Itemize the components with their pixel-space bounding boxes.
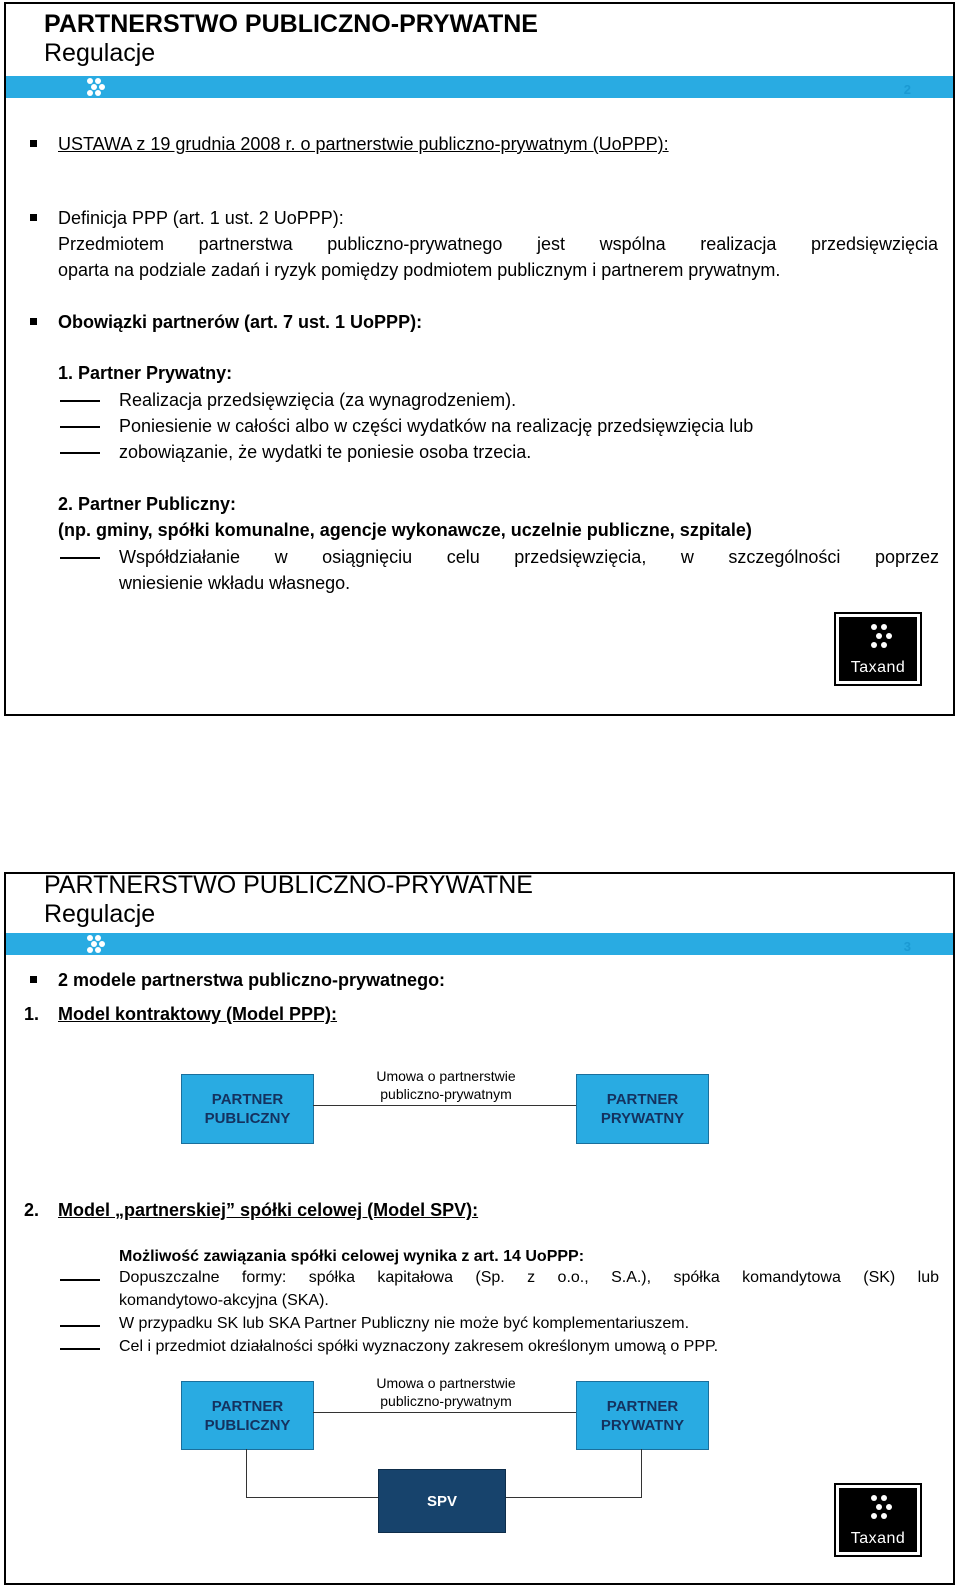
header-band <box>6 933 953 955</box>
connector-line <box>641 1449 642 1497</box>
page-number: 2 <box>903 82 911 97</box>
public-item-line-1: Współdziałanie w osiągnięciu celu przedsięwzięcia, w szczególności poprzez <box>119 547 939 567</box>
dash-icon <box>60 400 100 402</box>
contract-label <box>346 1067 546 1103</box>
model2-number: 2. <box>24 1200 40 1220</box>
spv-item: W przypadku SK lub SKA Partner Publiczny nie może być komplementariuszem. <box>119 1315 690 1332</box>
box-line: SPV <box>426 1492 457 1510</box>
taxand-logo <box>834 1483 922 1557</box>
box-line: PARTNER PRYWATNY <box>600 1397 685 1434</box>
partner-public-box <box>181 1381 314 1450</box>
law-item: USTAWA z 19 grudnia 2008 r. o partnerstwie publiczno-prywatnym (UoPPP): <box>58 134 669 154</box>
private-item: Realizacja przedsięwzięcia (za wynagrodzeniem). <box>119 390 517 410</box>
slide-2 <box>4 872 955 1585</box>
public-examples: (np. gminy, spółki komunalne, agencje wykonawcze, uczelnie publiczne, szpitale) <box>58 520 752 540</box>
spv-item: Dopuszczalne formy: spółka kapitałowa (Sp. z o.o., S.A.), spółka komandytowa (SK) lub <box>119 1269 939 1286</box>
partner-public-box <box>181 1074 314 1144</box>
contract-line <box>313 1105 576 1106</box>
contract-label-line-1: Umowa o partnerstwie <box>376 1375 516 1391</box>
public-item-line-2: wniesienie wkładu własnego. <box>119 573 351 593</box>
definition-heading: Definicja PPP (art. 1 ust. 2 UoPPP): <box>58 208 344 228</box>
spv-heading: Możliwość zawiązania spółki celowej wynika z art. 14 UoPPP: <box>119 1248 585 1265</box>
header-band <box>6 76 953 98</box>
contract-line <box>313 1412 576 1413</box>
logo-text: Taxand <box>850 1530 906 1547</box>
taxand-logo <box>834 612 922 686</box>
model2-heading: Model „partnerskiej” spółki celowej (Model SPV): <box>58 1200 479 1220</box>
definition-line-2: oparta na podziale zadań i ryzyk pomiędzy podmiotem publicznym i partnerem prywatnym. <box>58 260 781 280</box>
contract-label-line-2: publiczno-prywatnym <box>380 1086 512 1102</box>
public-heading: 2. Partner Publiczny: <box>58 494 237 514</box>
box-line: PARTNER PUBLICZNY <box>204 1091 291 1127</box>
models-heading: 2 modele partnerstwa publiczno-prywatnego: <box>58 970 446 990</box>
bullet-icon <box>30 214 37 221</box>
title-main: PARTNERSTWO PUBLICZNO-PRYWATNE <box>44 871 533 899</box>
model1-heading: Model kontraktowy (Model PPP): <box>58 1004 338 1024</box>
bullet-icon <box>30 140 37 147</box>
partner-private-box <box>576 1381 709 1450</box>
spv-item: Cel i przedmiot działalności spółki wyznaczony zakresem określonym umową o PPP. <box>119 1338 719 1355</box>
slide-title <box>44 10 538 68</box>
private-item: zobowiązanie, że wydatki te poniesie osoba trzecia. <box>119 442 532 462</box>
dots-icon <box>86 934 106 954</box>
dash-icon <box>60 1279 100 1281</box>
logo-dots-icon <box>869 1494 893 1520</box>
slide-1 <box>4 2 955 716</box>
logo-text: Taxand <box>850 659 906 676</box>
title-sub: Regulacje <box>44 900 156 928</box>
logo-dots-icon <box>869 623 893 649</box>
bullet-icon <box>30 318 37 325</box>
duties-heading: Obowiązki partnerów (art. 7 ust. 1 UoPPP): <box>58 312 423 332</box>
dash-icon <box>60 1325 100 1327</box>
definition-line-1: Przedmiotem partnerstwa publiczno-prywatnego jest wspólna realizacja przedsięwzięcia <box>58 234 938 254</box>
box-line: PARTNER PUBLICZNY <box>204 1397 291 1434</box>
slide-title <box>44 871 533 929</box>
private-item: Poniesienie w całości albo w części wydatków na realizację przedsięwzięcia lub <box>119 416 754 436</box>
partner-private-box <box>576 1074 709 1144</box>
contract-label <box>346 1374 546 1410</box>
contract-label-line-2: publiczno-prywatnym <box>380 1393 512 1409</box>
dots-icon <box>86 77 106 97</box>
model1-number: 1. <box>24 1004 40 1024</box>
dash-icon <box>60 557 100 559</box>
private-heading: 1. Partner Prywatny: <box>58 363 233 383</box>
connector-line <box>246 1449 247 1497</box>
dash-icon <box>60 1348 100 1350</box>
dash-icon <box>60 452 100 454</box>
title-sub: Regulacje <box>44 39 156 67</box>
box-line: PARTNER PRYWATNY <box>600 1091 685 1127</box>
spv-box <box>378 1469 506 1533</box>
page-number: 3 <box>903 939 911 954</box>
title-main: PARTNERSTWO PUBLICZNO-PRYWATNE <box>44 10 538 38</box>
bullet-icon <box>30 976 37 983</box>
dash-icon <box>60 426 100 428</box>
spv-item: komandytowo-akcyjna (SKA). <box>119 1292 329 1309</box>
contract-label-line-1: Umowa o partnerstwie <box>376 1068 516 1084</box>
